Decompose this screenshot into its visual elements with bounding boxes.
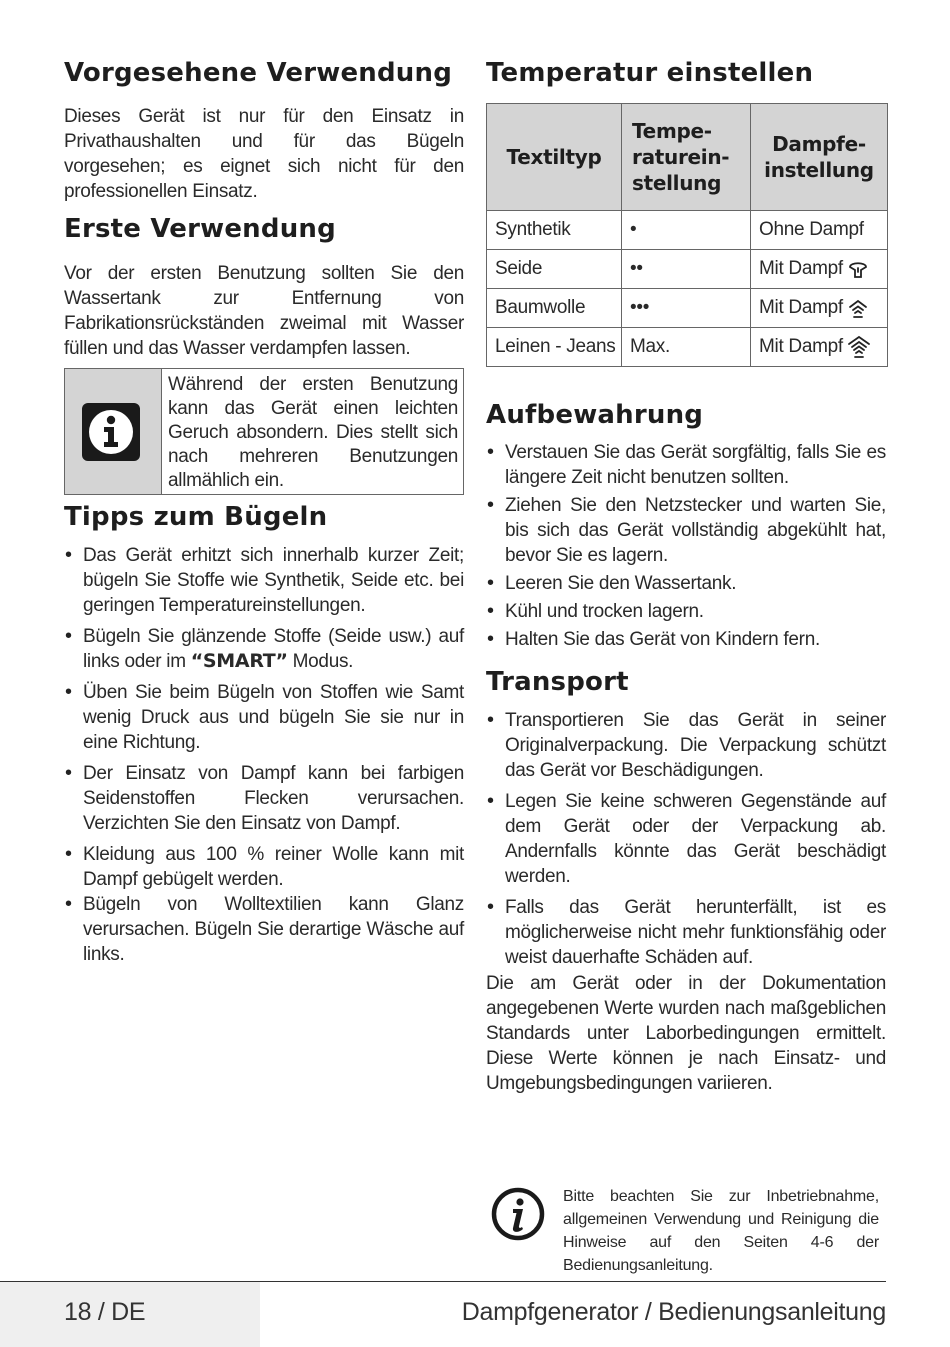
- cell-textile: Synthetik: [487, 211, 622, 250]
- steam-high-icon: [847, 335, 871, 359]
- intended-use-text: Dieses Gerät ist nur für den Einsatz in Privathaushalten und für das Bügeln vorgesehen; es eignet sich nicht für den professionellen Einsatz.: [64, 106, 464, 202]
- cell-steam: [751, 250, 888, 289]
- steam-label: Mit Dampf: [759, 336, 843, 358]
- column-header-textile: Textiltyp: [487, 104, 622, 211]
- table-header-row: [487, 104, 888, 211]
- table-row: [487, 289, 888, 328]
- cell-textile: Seide: [487, 250, 622, 289]
- list-item: • Verstauen Sie das Gerät sorgfältig, falls Sie es längere Zeit nicht benutzen sollten.: [486, 440, 886, 490]
- cell-steam: [751, 289, 888, 328]
- list-item: • Transportieren Sie das Gerät in seiner Originalverpackung. Die Verpackung schützt das Gerät vor Beschädigungen.: [486, 708, 886, 783]
- cell-steam: [751, 211, 888, 250]
- steam-low-icon: [847, 258, 869, 280]
- list-item: • Halten Sie das Gerät von Kindern fern.: [486, 627, 886, 652]
- list-item: • Bügeln Sie glänzende Stoffe (Seide usw.) auf links oder im “SMART” Modus.: [64, 624, 464, 674]
- cell-textile: Leinen - Jeans: [487, 328, 622, 367]
- list-item: • Legen Sie keine schweren Gegenstände auf dem Gerät oder der Verpackung ab. Andernfalls könnte das Gerät beschädigt werden.: [486, 789, 886, 889]
- list-item: • Bügeln von Wolltextilien kann Glanz verursachen. Bügeln Sie derartige Wäsche auf links.: [64, 892, 464, 967]
- list-item: • Kleidung aus 100 % reiner Wolle kann mit Dampf gebügelt werden.: [64, 842, 464, 892]
- transport-list: [486, 708, 886, 970]
- values-note-text: Die am Gerät oder in der Dokumentation angegebenen Werte wurden nach maßgeblichen Standards unter Laborbedingungen ermittelt. Diese Werte können je nach Einsatz- und Umgebungsbedingungen variieren.: [486, 973, 886, 1094]
- list-item: • Der Einsatz von Dampf kann bei farbigen Seidenstoffen Flecken verursachen. Verzichten Sie den Einsatz von Dampf.: [64, 761, 464, 836]
- heading-ironing-tips: Tipps zum Bügeln: [64, 502, 328, 532]
- ironing-tips-list: [64, 543, 464, 967]
- list-item: • Leeren Sie den Wassertank.: [486, 571, 886, 596]
- storage-list: [486, 440, 886, 652]
- list-item: • Falls das Gerät herunterfällt, ist es möglicherweise nicht mehr funktionsfähig oder weist dauerhafte Schäden auf.: [486, 895, 886, 970]
- steam-label: Ohne Dampf: [759, 219, 864, 240]
- page-number: 18 / DE: [64, 1298, 146, 1326]
- cell-steam: [751, 328, 888, 367]
- table-row: [487, 328, 888, 367]
- note-icon-cell: [65, 369, 162, 494]
- list-item: • Ziehen Sie den Netzstecker und warten Sie, bis sich das Gerät vollständig abgekühlt hat, bevor Sie es lagern.: [486, 493, 886, 568]
- heading-storage: Aufbewahrung: [486, 400, 704, 430]
- steam-label: Mit Dampf: [759, 258, 843, 279]
- column-header-temperature: Tempe- raturein- stellung: [622, 104, 751, 211]
- footer-divider: [0, 1281, 886, 1282]
- table-row: [487, 250, 888, 289]
- list-item: • Kühl und trocken lagern.: [486, 599, 886, 624]
- bottom-info-text: Bitte beachten Sie zur Inbetriebnahme, allgemeinen Verwendung und Reinigung die Hinweise auf den Seiten 4-6 der Bedienungsanleitung.: [563, 1188, 879, 1274]
- note-box: [64, 368, 464, 495]
- column-header-steam: Dampfe- instellung: [751, 104, 888, 211]
- heading-first-use: Erste Verwendung: [64, 214, 336, 244]
- first-use-text: Vor der ersten Benutzung sollten Sie den Wassertank zur Entfernung von Fabrikationsrückständen zweimal mit Wasser füllen und das Wasser verdampfen lassen.: [64, 263, 464, 359]
- note-text: Während der ersten Benutzung kann das Gerät einen leichten Geruch absondern. Dies stellt sich nach mehreren Benutzungen allmählich ein.: [168, 374, 458, 491]
- cell-temp: •••: [622, 289, 751, 328]
- document-title: Dampfgenerator / Bedienungsanleitung: [461, 1298, 886, 1326]
- info-circle-icon: [491, 1187, 545, 1241]
- steam-medium-icon: [847, 297, 869, 319]
- list-item: • Üben Sie beim Bügeln von Stoffen wie Samt wenig Druck aus und bügeln Sie sie nur in eine Richtung.: [64, 680, 464, 755]
- heading-transport: Transport: [486, 667, 629, 697]
- cell-temp: •: [622, 211, 751, 250]
- cell-temp: Max.: [622, 328, 751, 367]
- temperature-table: [486, 103, 888, 367]
- info-icon: [82, 403, 140, 461]
- heading-temperature: Temperatur einstellen: [486, 58, 814, 88]
- cell-textile: Baumwolle: [487, 289, 622, 328]
- steam-label: Mit Dampf: [759, 297, 843, 318]
- heading-intended-use: Vorgesehene Verwendung: [64, 58, 453, 88]
- list-item: • Das Gerät erhitzt sich innerhalb kurzer Zeit; bügeln Sie Stoffe wie Synthetik, Seide etc. bei geringen Temperatureinstellungen.: [64, 543, 464, 618]
- table-row: [487, 211, 888, 250]
- cell-temp: ••: [622, 250, 751, 289]
